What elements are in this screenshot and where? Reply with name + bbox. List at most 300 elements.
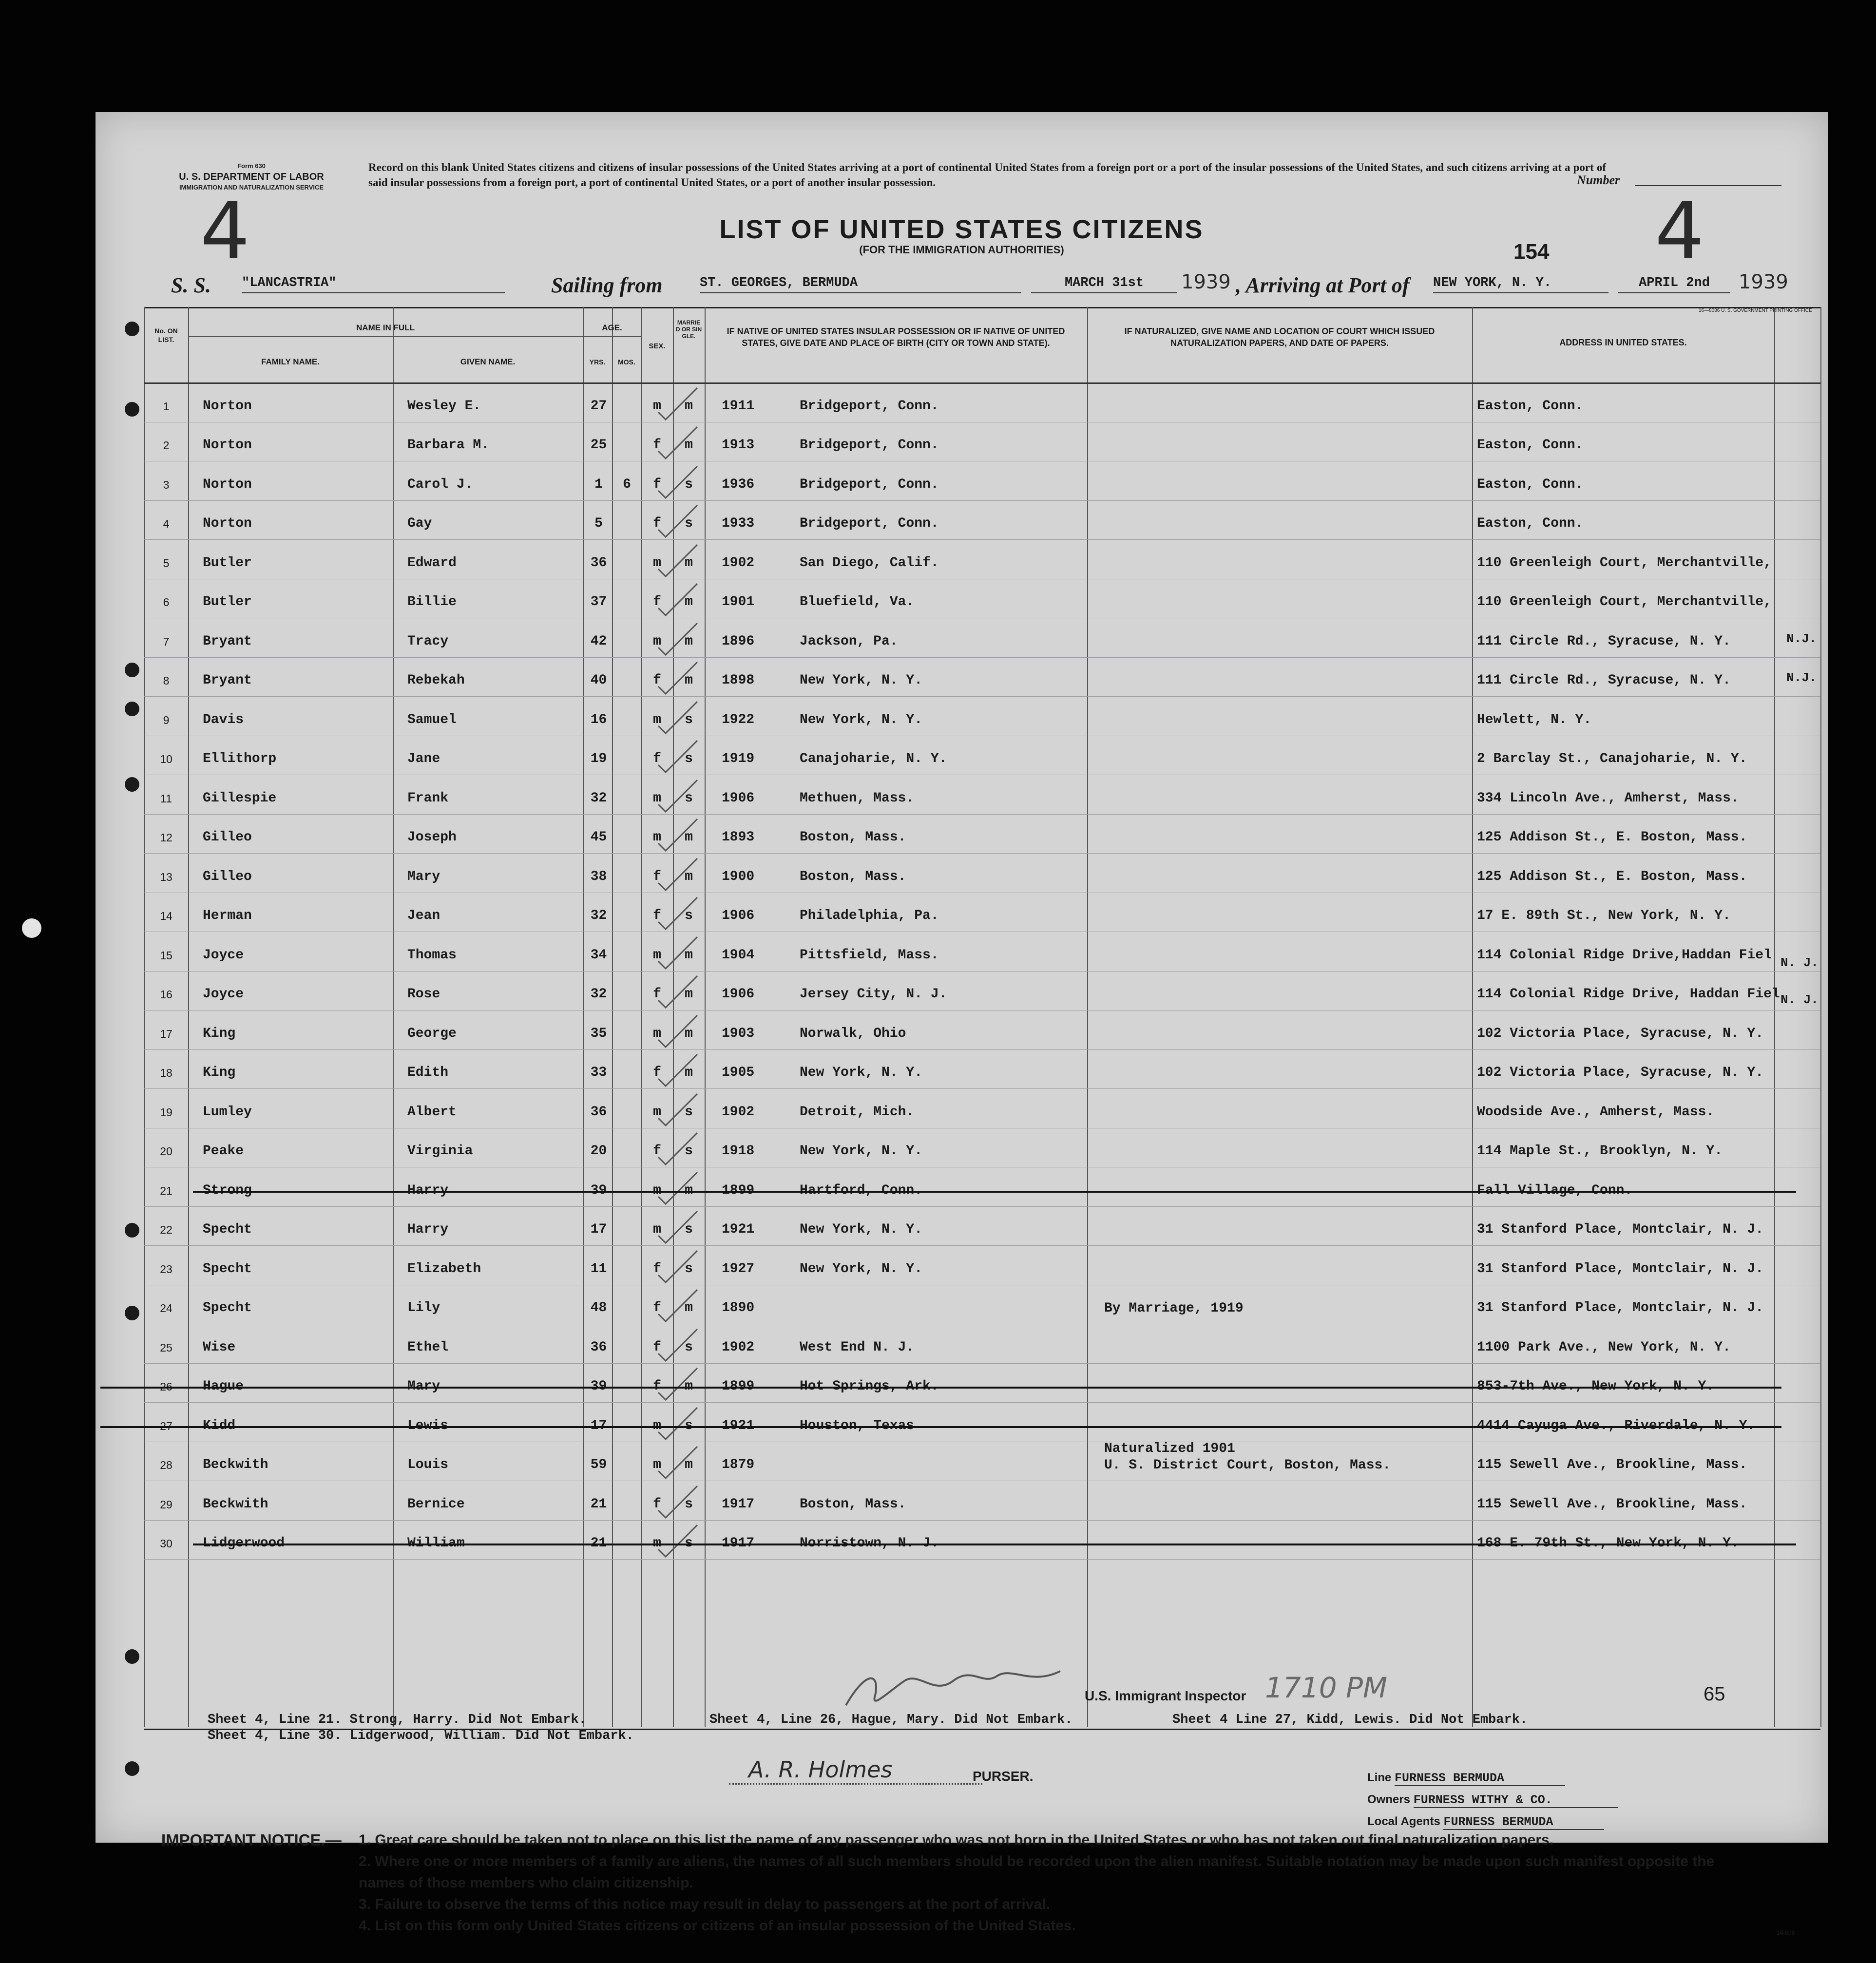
given-name: Samuel <box>407 712 457 727</box>
address: 853-7th Ave., New York, N. Y. <box>1477 1379 1715 1394</box>
birth-place: Jackson, Pa. <box>800 633 898 649</box>
purser-label: PURSER. <box>973 1769 1034 1784</box>
address: 31 Stanford Place, Montclair, N. J. <box>1477 1261 1764 1277</box>
age-years: 36 <box>590 1104 607 1120</box>
check-mark <box>656 1130 700 1169</box>
row-number: 3 <box>163 478 170 491</box>
address: 110 Greenleigh Court, Merchantville, <box>1477 555 1772 571</box>
check-mark <box>656 1170 700 1209</box>
row-number: 20 <box>160 1145 172 1158</box>
col-header-yrs: YRS. <box>589 358 606 366</box>
address-overflow: N. J. <box>1780 955 1819 970</box>
row-number: 15 <box>160 949 172 962</box>
strike-through-line <box>193 1544 1796 1545</box>
check-mark <box>656 621 700 660</box>
age-years: 17 <box>590 1418 607 1433</box>
embark-note: Sheet 4, Line 21. Strong, Harry. Did Not Embark. <box>208 1713 587 1727</box>
given-name: Mary <box>407 869 440 884</box>
check-mark <box>656 581 700 620</box>
address: 4414 Cayuga Ave., Riverdale, N. Y. <box>1477 1418 1756 1433</box>
row-number: 22 <box>160 1223 172 1236</box>
birth-place: Houston, Texas <box>800 1418 915 1433</box>
punch-hole <box>125 663 139 677</box>
header-divider <box>144 382 1820 384</box>
owners-field <box>1367 1793 1618 1808</box>
form-number: Form 630 <box>237 162 266 170</box>
marital-status: m <box>685 830 693 845</box>
marital-status: m <box>685 1457 693 1472</box>
age-years: 45 <box>590 830 607 845</box>
address: 111 Circle Rd., Syracuse, N. Y. <box>1477 673 1731 688</box>
birth-year: 1919 <box>722 751 755 766</box>
given-name: Ethel <box>407 1339 449 1355</box>
row-number: 29 <box>160 1498 172 1511</box>
birth-place: Bridgeport, Conn. <box>800 516 939 531</box>
birth-year: 1906 <box>722 908 755 923</box>
marital-status: m <box>685 947 693 963</box>
family-name: Specht <box>203 1222 252 1237</box>
agents-value: FURNESS BERMUDA <box>1443 1815 1604 1830</box>
row-number: 17 <box>160 1027 172 1040</box>
check-mark <box>656 1013 700 1052</box>
page-subtitle: (FOR THE IMMIGRATION AUTHORITIES) <box>859 244 1064 256</box>
family-name: Bryant <box>203 633 252 649</box>
scan-mark <box>22 918 41 938</box>
address: 114 Maple St., Brooklyn, N. Y. <box>1477 1143 1723 1159</box>
line-label: Line <box>1367 1771 1392 1784</box>
marital-status: m <box>685 398 693 414</box>
address: 110 Greenleigh Court, Merchantville, <box>1477 594 1772 610</box>
birth-year: 1903 <box>722 1026 755 1041</box>
col-header-naturalized: IF NATURALIZED, GIVE NAME AND LOCATION OF COURT WHICH ISSUED NATURALIZATION PAPERS, AND DATE OF PAPERS. <box>1124 326 1435 348</box>
row-rule <box>144 971 1820 972</box>
birth-place: Boston, Mass. <box>800 869 906 884</box>
row-number: 16 <box>160 988 172 1001</box>
col-divider <box>612 307 613 1727</box>
line-value: FURNESS BERMUDA <box>1395 1771 1565 1786</box>
purser-signature: A. R. Holmes <box>748 1756 893 1783</box>
punch-hole <box>125 1306 139 1320</box>
col-divider <box>188 307 189 1727</box>
inspector-time: 1710 PM <box>1265 1671 1388 1704</box>
row-number: 2 <box>163 439 170 452</box>
row-number: 24 <box>160 1302 172 1315</box>
owners-label: Owners <box>1367 1793 1411 1806</box>
sex: f <box>653 869 661 884</box>
given-name: Rebekah <box>407 673 465 688</box>
check-mark <box>656 464 700 503</box>
birth-place: New York, N. Y. <box>800 1143 923 1159</box>
age-years: 21 <box>590 1496 607 1512</box>
birth-place: Hot Springs, Ark. <box>800 1379 939 1394</box>
col-header-given: GIVEN NAME. <box>460 357 516 366</box>
arriving-label: , Arriving at Port of <box>1236 273 1410 297</box>
birth-place: Norristown, N. J. <box>800 1536 939 1551</box>
name-subdivider <box>188 336 583 337</box>
col-divider <box>1774 307 1775 1727</box>
age-years: 32 <box>590 790 607 806</box>
family-name: Hague <box>203 1379 244 1394</box>
birth-place: Bridgeport, Conn. <box>800 476 939 492</box>
age-years: 42 <box>590 633 607 649</box>
inspector-label: U.S. Immigrant Inspector <box>1085 1688 1246 1703</box>
age-years: 16 <box>590 712 607 727</box>
check-mark <box>656 1287 700 1326</box>
agents-label: Local Agents <box>1367 1815 1440 1828</box>
address: 102 Victoria Place, Syracuse, N. Y. <box>1477 1065 1764 1080</box>
row-number: 23 <box>160 1262 172 1276</box>
age-years: 19 <box>590 751 607 766</box>
sex: f <box>653 1300 661 1315</box>
birth-year: 1902 <box>722 1104 755 1120</box>
ss-label: S. S. <box>171 273 211 297</box>
age-years: 36 <box>590 555 607 571</box>
marital-status: s <box>685 790 693 806</box>
birth-place: Jersey City, N. J. <box>800 987 947 1002</box>
birth-year: 1893 <box>722 830 755 845</box>
col-divider <box>583 307 584 1727</box>
family-name: Norton <box>203 476 252 492</box>
row-rule <box>144 814 1820 815</box>
birth-year: 1918 <box>722 1143 755 1159</box>
given-name: Harry <box>407 1222 449 1237</box>
row-rule <box>144 1245 1820 1246</box>
row-number: 1 <box>163 400 170 413</box>
ship-name: "LANCASTRIA" <box>242 276 505 293</box>
address-overflow: N.J. <box>1786 670 1817 685</box>
row-rule <box>144 500 1820 501</box>
handwritten-sheet-number-right: 4 <box>1655 185 1704 276</box>
notice-item: 3. Failure to observe the terms of this notice may result in delay to passengers at the port of arrival. <box>359 1896 1050 1912</box>
sex: f <box>653 438 661 453</box>
marital-status: s <box>685 1222 693 1237</box>
page-title: LIST OF UNITED STATES CITIZENS <box>719 215 1204 244</box>
row-rule <box>144 1049 1820 1050</box>
given-name: George <box>407 1026 457 1041</box>
family-name: Bryant <box>203 673 252 688</box>
sex: f <box>653 673 661 688</box>
family-name: Ellithorp <box>203 751 277 766</box>
check-mark <box>656 1091 700 1130</box>
age-years: 27 <box>590 398 607 414</box>
age-years: 25 <box>590 438 607 453</box>
age-years: 39 <box>590 1379 607 1394</box>
check-mark <box>656 738 700 777</box>
col-divider <box>393 307 394 1727</box>
row-rule <box>144 657 1820 658</box>
birth-year: 1896 <box>722 633 755 649</box>
given-name: Thomas <box>407 947 457 963</box>
address: Easton, Conn. <box>1477 476 1584 492</box>
age-years: 39 <box>590 1182 607 1198</box>
departure-date: MARCH 31st <box>1031 276 1177 293</box>
birth-year: 1900 <box>722 869 755 884</box>
age-years: 33 <box>590 1065 607 1080</box>
birth-year: 1913 <box>722 438 755 453</box>
notice-item: 4. List on this form only United States citizens or citizens of an insular possession of the United States. <box>359 1918 1076 1934</box>
marital-status: m <box>685 438 693 453</box>
marital-status: s <box>685 1104 693 1120</box>
birth-place: Canajoharie, N. Y. <box>800 751 947 766</box>
row-rule <box>144 853 1820 854</box>
family-name: Davis <box>203 712 244 727</box>
sex: m <box>653 712 661 727</box>
marital-status: s <box>685 1496 693 1512</box>
family-name: Joyce <box>203 947 244 963</box>
sex: m <box>653 1026 661 1041</box>
age-years: 1 <box>594 476 603 492</box>
birth-place: Bridgeport, Conn. <box>800 398 939 414</box>
check-mark <box>656 817 700 856</box>
notice-item: 2. Where one or more members of a family are aliens, the names of all such members should be recorded upon the alien manifest. Suitable notation may be made upon such manifest opposite the names of those members who claim citizenship. <box>359 1853 1715 1891</box>
department-name: U. S. DEPARTMENT OF LABOR <box>179 172 324 182</box>
age-years: 5 <box>594 516 603 531</box>
sailing-label: Sailing from <box>551 273 663 297</box>
given-name: Carol J. <box>407 476 473 492</box>
age-months: 6 <box>623 476 631 492</box>
marital-status: m <box>685 1182 693 1198</box>
row-number: 21 <box>160 1184 172 1197</box>
given-name: Billie <box>407 594 457 610</box>
marital-status: s <box>685 516 693 531</box>
given-name: Wesley E. <box>407 398 481 414</box>
given-name: Jane <box>407 751 440 766</box>
address: 1100 Park Ave., New York, N. Y. <box>1477 1339 1731 1355</box>
sex: m <box>653 830 661 845</box>
col-header-sex: SEX. <box>649 342 666 350</box>
family-name: Wise <box>203 1339 236 1355</box>
check-mark <box>656 542 700 581</box>
birth-year: 1921 <box>722 1418 755 1433</box>
row-rule <box>144 696 1820 697</box>
marital-status: m <box>685 673 693 688</box>
check-mark <box>656 424 700 463</box>
col-header-birth: IF NATIVE OF UNITED STATES INSULAR POSSESSION OR IF NATIVE OF UNITED STATES, GIVE DATE AND PLACE OF BIRTH (CITY OR TOWN AND STATE). <box>727 326 1065 348</box>
arrival-date: APRIL 2nd <box>1618 276 1730 293</box>
address: 114 Colonial Ridge Drive,Haddan Fiel <box>1477 947 1772 963</box>
family-name: Specht <box>203 1261 252 1277</box>
sex: f <box>653 751 661 766</box>
marital-status: m <box>685 869 693 884</box>
sex: f <box>653 987 661 1002</box>
col-header-married: MARRIED OR SINGLE. <box>675 319 702 340</box>
embark-note: Sheet 4, Line 30. Lidgerwood, William. Did Not Embark. <box>208 1729 634 1743</box>
check-mark <box>656 856 700 895</box>
family-name: Beckwith <box>203 1457 268 1472</box>
marital-status: s <box>685 908 693 923</box>
number-label: Number <box>1577 173 1620 187</box>
address: 111 Circle Rd., Syracuse, N. Y. <box>1477 633 1731 649</box>
departure-port: ST. GEORGES, BERMUDA <box>700 276 1021 293</box>
col-divider <box>641 307 642 1727</box>
service-name: IMMIGRATION AND NATURALIZATION SERVICE <box>179 184 324 191</box>
birth-place: Bluefield, Va. <box>800 594 915 610</box>
check-mark <box>656 973 700 1012</box>
marital-status: m <box>685 987 693 1002</box>
age-years: 11 <box>590 1261 607 1277</box>
birth-year: 1927 <box>722 1261 755 1277</box>
given-name: Frank <box>407 790 449 806</box>
address: 31 Stanford Place, Montclair, N. J. <box>1477 1222 1764 1237</box>
age-years: 32 <box>590 987 607 1002</box>
address: 31 Stanford Place, Montclair, N. J. <box>1477 1300 1764 1315</box>
birth-year: 1879 <box>722 1457 755 1472</box>
col-header-address: ADDRESS IN UNITED STATES. <box>1559 338 1687 347</box>
check-mark <box>656 1484 700 1523</box>
embark-note: Sheet 4, Line 26, Hague, Mary. Did Not Embark. <box>709 1713 1073 1727</box>
address: 168 E. 79th St., New York, N. Y. <box>1477 1536 1739 1551</box>
row-rule <box>144 1559 1820 1560</box>
row-number: 19 <box>160 1105 172 1119</box>
punch-hole <box>125 702 139 716</box>
col-header-age: AGE. <box>602 323 622 332</box>
age-years: 48 <box>590 1300 607 1315</box>
sex: f <box>653 1379 661 1394</box>
given-name: Bernice <box>407 1496 465 1512</box>
page-mark: 65 <box>1704 1683 1725 1705</box>
punch-hole <box>125 402 139 417</box>
row-number: 25 <box>160 1341 172 1354</box>
address: 115 Sewell Ave., Brookline, Mass. <box>1477 1496 1747 1512</box>
row-number: 14 <box>160 910 172 922</box>
handwritten-sheet-number-left: 4 <box>200 185 250 276</box>
col-divider <box>1820 307 1821 1727</box>
marital-status: s <box>685 1143 693 1159</box>
sex: f <box>653 476 661 492</box>
birth-place: Methuen, Mass. <box>800 790 915 806</box>
strike-through-line <box>100 1387 1781 1389</box>
given-name: Mary <box>407 1379 440 1394</box>
sex: m <box>653 633 661 649</box>
sex: m <box>653 1182 661 1198</box>
row-number: 27 <box>160 1419 172 1432</box>
family-name: Gillespie <box>203 790 277 806</box>
sex: f <box>653 1065 661 1080</box>
address-overflow: N.J. <box>1786 631 1817 646</box>
birth-place: New York, N. Y. <box>800 712 923 727</box>
sex: m <box>653 1104 661 1120</box>
address: 125 Addison St., E. Boston, Mass. <box>1477 869 1747 884</box>
given-name: Virginia <box>407 1143 473 1159</box>
age-years: 20 <box>590 1143 607 1159</box>
address: Fall Village, Conn. <box>1477 1182 1633 1198</box>
given-name: Edith <box>407 1065 449 1080</box>
sex: f <box>653 594 661 610</box>
sex: f <box>653 516 661 531</box>
age-years: 34 <box>590 947 607 963</box>
check-mark <box>656 1366 700 1405</box>
row-number: 26 <box>160 1380 172 1393</box>
check-mark <box>656 934 700 973</box>
birth-year: 1922 <box>722 712 755 727</box>
check-mark <box>656 1523 700 1562</box>
family-name: Norton <box>203 516 252 531</box>
birth-year: 1917 <box>722 1496 755 1512</box>
address: 17 E. 89th St., New York, N. Y. <box>1477 908 1731 923</box>
birth-year: 1902 <box>722 555 755 571</box>
birth-year: 1921 <box>722 1222 755 1237</box>
manifest-sheet <box>96 112 1828 1936</box>
age-years: 36 <box>590 1339 607 1355</box>
given-name: William <box>407 1536 465 1551</box>
birth-year: 1917 <box>722 1536 755 1551</box>
row-number: 18 <box>160 1067 172 1079</box>
birth-year: 1905 <box>722 1065 755 1080</box>
address: 334 Lincoln Ave., Amherst, Mass. <box>1477 790 1739 806</box>
punch-hole <box>125 1761 139 1776</box>
check-mark <box>656 503 700 542</box>
row-rule <box>144 1520 1820 1521</box>
sex: f <box>653 908 661 923</box>
sex: m <box>653 790 661 806</box>
notice-item: 1. Great care should be taken not to place on this list the name of any passenger who was not born in the United States or who has not taken out final naturalization papers. <box>359 1832 1554 1848</box>
family-name: Peake <box>203 1143 244 1159</box>
sex: m <box>653 947 661 963</box>
birth-place: Boston, Mass. <box>800 1496 906 1512</box>
family-name: Gilleo <box>203 869 252 884</box>
family-name: King <box>203 1065 236 1080</box>
sex: m <box>653 1536 661 1551</box>
form-code: 14-608 <box>1777 1929 1795 1936</box>
birth-year: 1936 <box>722 476 755 492</box>
birth-year: 1898 <box>722 673 755 688</box>
row-number: 30 <box>160 1537 172 1550</box>
marital-status: s <box>685 1418 693 1433</box>
punch-hole <box>125 322 139 336</box>
birth-year: 1901 <box>722 594 755 610</box>
family-name: Norton <box>203 398 252 414</box>
birth-year: 1899 <box>722 1379 755 1394</box>
col-header-family: FAMILY NAME. <box>261 357 320 366</box>
check-mark <box>656 778 700 817</box>
address: Easton, Conn. <box>1477 398 1584 414</box>
family-name: Lidgerwood <box>203 1536 285 1551</box>
address: 114 Colonial Ridge Drive, Haddan Fiel <box>1477 987 1780 1002</box>
birth-place: Hartford, Conn. <box>800 1182 923 1198</box>
col-divider <box>1087 307 1088 1727</box>
given-name: Lily <box>407 1300 440 1315</box>
given-name: Lewis <box>407 1418 449 1433</box>
sex: f <box>653 1261 661 1277</box>
form-identification <box>149 161 354 193</box>
birth-place: Bridgeport, Conn. <box>800 438 939 453</box>
sheet-stamp: 154 <box>1513 240 1550 264</box>
birth-year: 1904 <box>722 947 755 963</box>
birth-year: 1899 <box>722 1182 755 1198</box>
birth-place: Norwalk, Ohio <box>800 1026 906 1041</box>
row-number: 28 <box>160 1459 172 1471</box>
sex: m <box>653 1457 661 1472</box>
row-number: 4 <box>163 517 170 530</box>
age-years: 38 <box>590 869 607 884</box>
row-number: 8 <box>163 674 170 687</box>
address-overflow: N. J. <box>1780 992 1819 1007</box>
birth-year: 1906 <box>722 987 755 1002</box>
check-mark <box>656 1052 700 1091</box>
row-number: 7 <box>163 635 170 648</box>
birth-place: West End N. J. <box>800 1339 915 1355</box>
sex: f <box>653 1339 661 1355</box>
family-name: Lumley <box>203 1104 252 1120</box>
marital-status: m <box>685 1300 693 1315</box>
row-rule <box>144 1363 1820 1364</box>
family-name: Norton <box>203 438 252 453</box>
marital-status: s <box>685 751 693 766</box>
marital-status: m <box>685 594 693 610</box>
address: Hewlett, N. Y. <box>1477 712 1592 727</box>
line-field <box>1367 1771 1565 1786</box>
given-name: Edward <box>407 555 457 571</box>
